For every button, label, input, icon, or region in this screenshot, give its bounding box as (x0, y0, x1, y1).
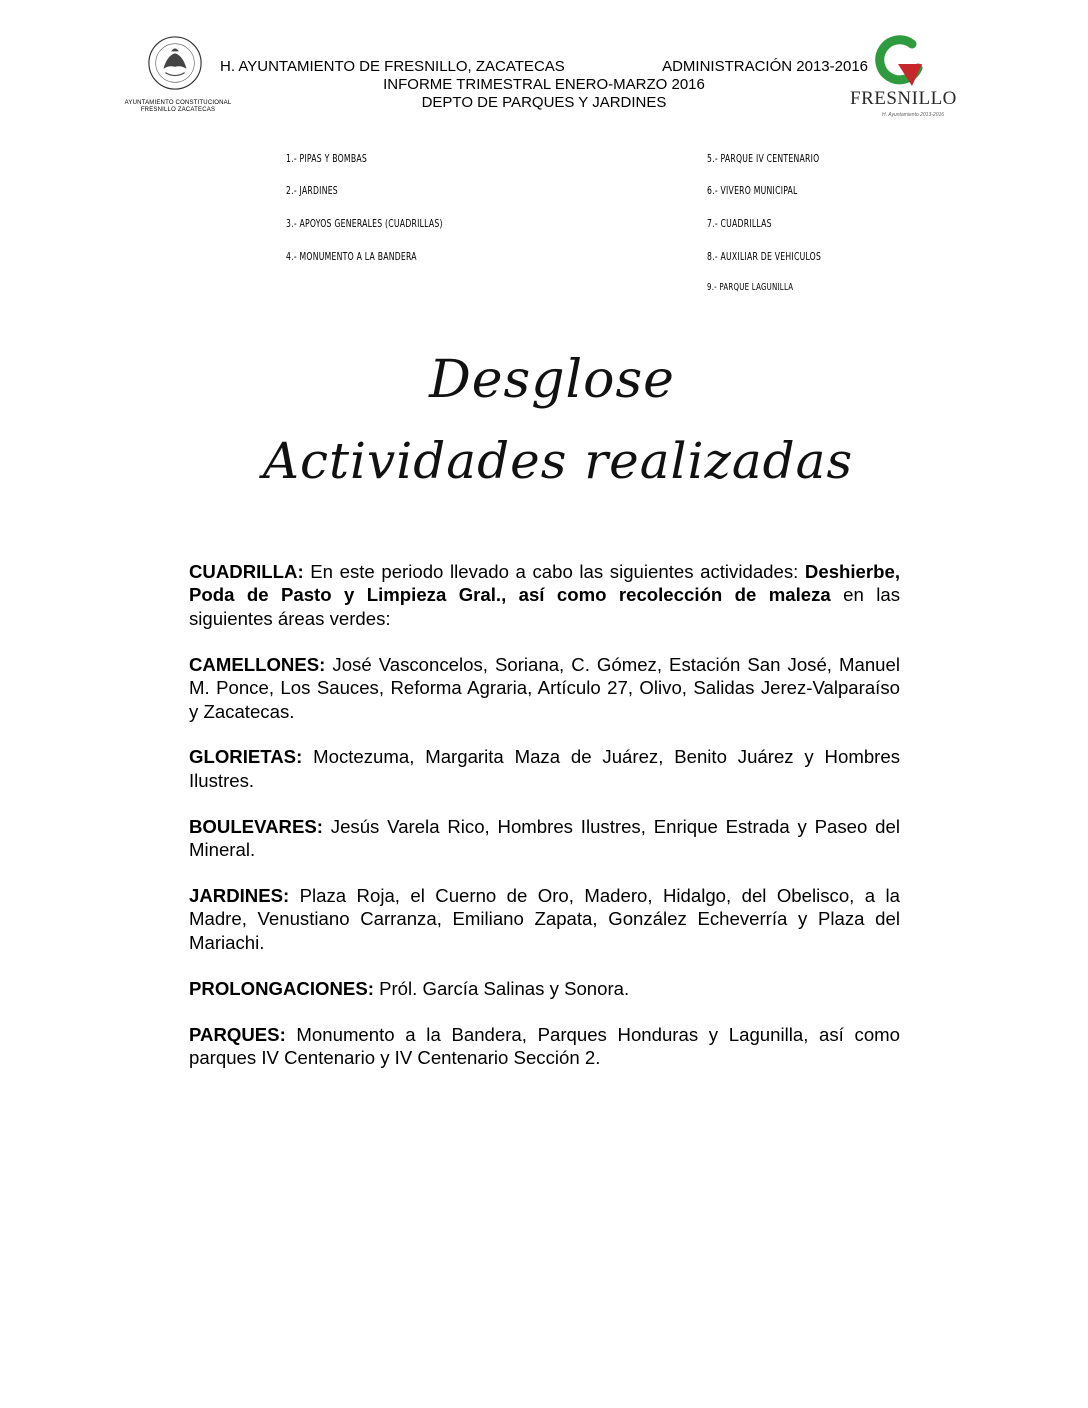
menu-item-2: 2.- JARDINES (286, 184, 338, 197)
document-header (212, 58, 876, 112)
seal-caption-line-2: FRESNILLO ZACATECAS (140, 107, 216, 113)
eagle-seal-icon (146, 34, 204, 92)
header-administration: ADMINISTRACIÓN 2013-2016 (662, 58, 868, 75)
section-boulevares-label: BOULEVARES: (189, 815, 323, 837)
logo-subtitle: H. Ayuntamiento 2013-2016 (882, 112, 945, 118)
header-line-1 (212, 58, 876, 76)
fresnillo-logo (848, 34, 957, 124)
section-cuadrilla-text-a: En este periodo llevado a cabo las siguientes actividades: (303, 561, 805, 582)
section-jardines (189, 884, 900, 954)
section-glorietas-label: GLORIETAS: (189, 746, 303, 768)
section-cuadrilla-label: CUADRILLA: (189, 561, 304, 582)
menu-item-1: 1.- PIPAS Y BOMBAS (286, 152, 367, 165)
section-camellones-text: José Vasconcelos, Soriana, C. Gómez, Estación San José, Manuel M. Ponce, Los Sauces, Reforma Agraria, Artículo 27, Olivo, Salidas Jerez-Valparaíso y Zacatecas. (189, 653, 900, 722)
section-camellones-label: CAMELLONES: (189, 653, 326, 675)
section-jardines-label: JARDINES: (189, 885, 290, 907)
section-glorietas (189, 745, 900, 792)
menu-item-5: 5.- PARQUE IV CENTENARIO (707, 152, 820, 165)
menu-item-8: 8.- AUXILIAR DE VEHICULOS (707, 250, 822, 263)
section-prolongaciones (189, 977, 900, 1000)
section-boulevares-text: Jesús Varela Rico, Hombres Ilustres, Enrique Estrada y Paseo del Mineral. (189, 815, 900, 861)
seal-caption-line-1: AYUNTAMIENTO CONSTITUCIONAL (124, 100, 232, 106)
section-parques (189, 1023, 900, 1070)
section-camellones (189, 653, 900, 723)
section-glorietas-text: Moctezuma, Margarita Maza de Juárez, Benito Juárez y Hombres Ilustres. (189, 746, 900, 791)
menu-item-9: 9.- PARQUE LAGUNILLA (707, 282, 794, 293)
section-cuadrilla-activities: Deshierbe, Poda de Pasto y Limpieza Gral., así como recolección de maleza (189, 561, 900, 606)
section-cuadrilla (189, 560, 900, 630)
section-prolongaciones-text: Pról. García Salinas y Sonora. (373, 977, 630, 999)
section-jardines-text: Plaza Roja, el Cuerno de Oro, Madero, Hidalgo, del Obelisco, a la Madre, Venustiano Carranza, Emiliano Zapata, González Echeverría y Plaza del Mariachi. (189, 885, 900, 953)
activities-body (189, 560, 900, 1092)
menu-item-7: 7.- CUADRILLAS (707, 217, 772, 230)
title-desglose: Desglose (429, 350, 675, 410)
header-department: DEPTO DE PARQUES Y JARDINES (421, 94, 667, 111)
logo-wordmark: FRESNILLO (850, 88, 957, 109)
header-report-title: INFORME TRIMESTRAL ENERO-MARZO 2016 (383, 76, 705, 93)
menu-item-3: 3.- APOYOS GENERALES (CUADRILLAS) (286, 217, 443, 230)
menu-item-4: 4.- MONUMENTO A LA BANDERA (286, 250, 417, 263)
section-parques-text: Monumento a la Bandera, Parques Honduras y Lagunilla, así como parques IV Centenario y IV Centenario Sección 2. (189, 1023, 900, 1069)
section-cuadrilla-text-b: en las siguientes áreas verdes: (189, 584, 900, 629)
section-prolongaciones-label: PROLONGACIONES: (189, 977, 374, 999)
header-municipality: H. AYUNTAMIENTO DE FRESNILLO, ZACATECAS (220, 58, 565, 75)
menu-item-6: 6.- VIVERO MUNICIPAL (707, 184, 798, 197)
title-actividades: Actividades realizadas (262, 432, 854, 490)
section-boulevares (189, 815, 900, 862)
section-parques-label: PARQUES: (189, 1023, 286, 1045)
fresnillo-g-logo-icon (872, 34, 926, 90)
